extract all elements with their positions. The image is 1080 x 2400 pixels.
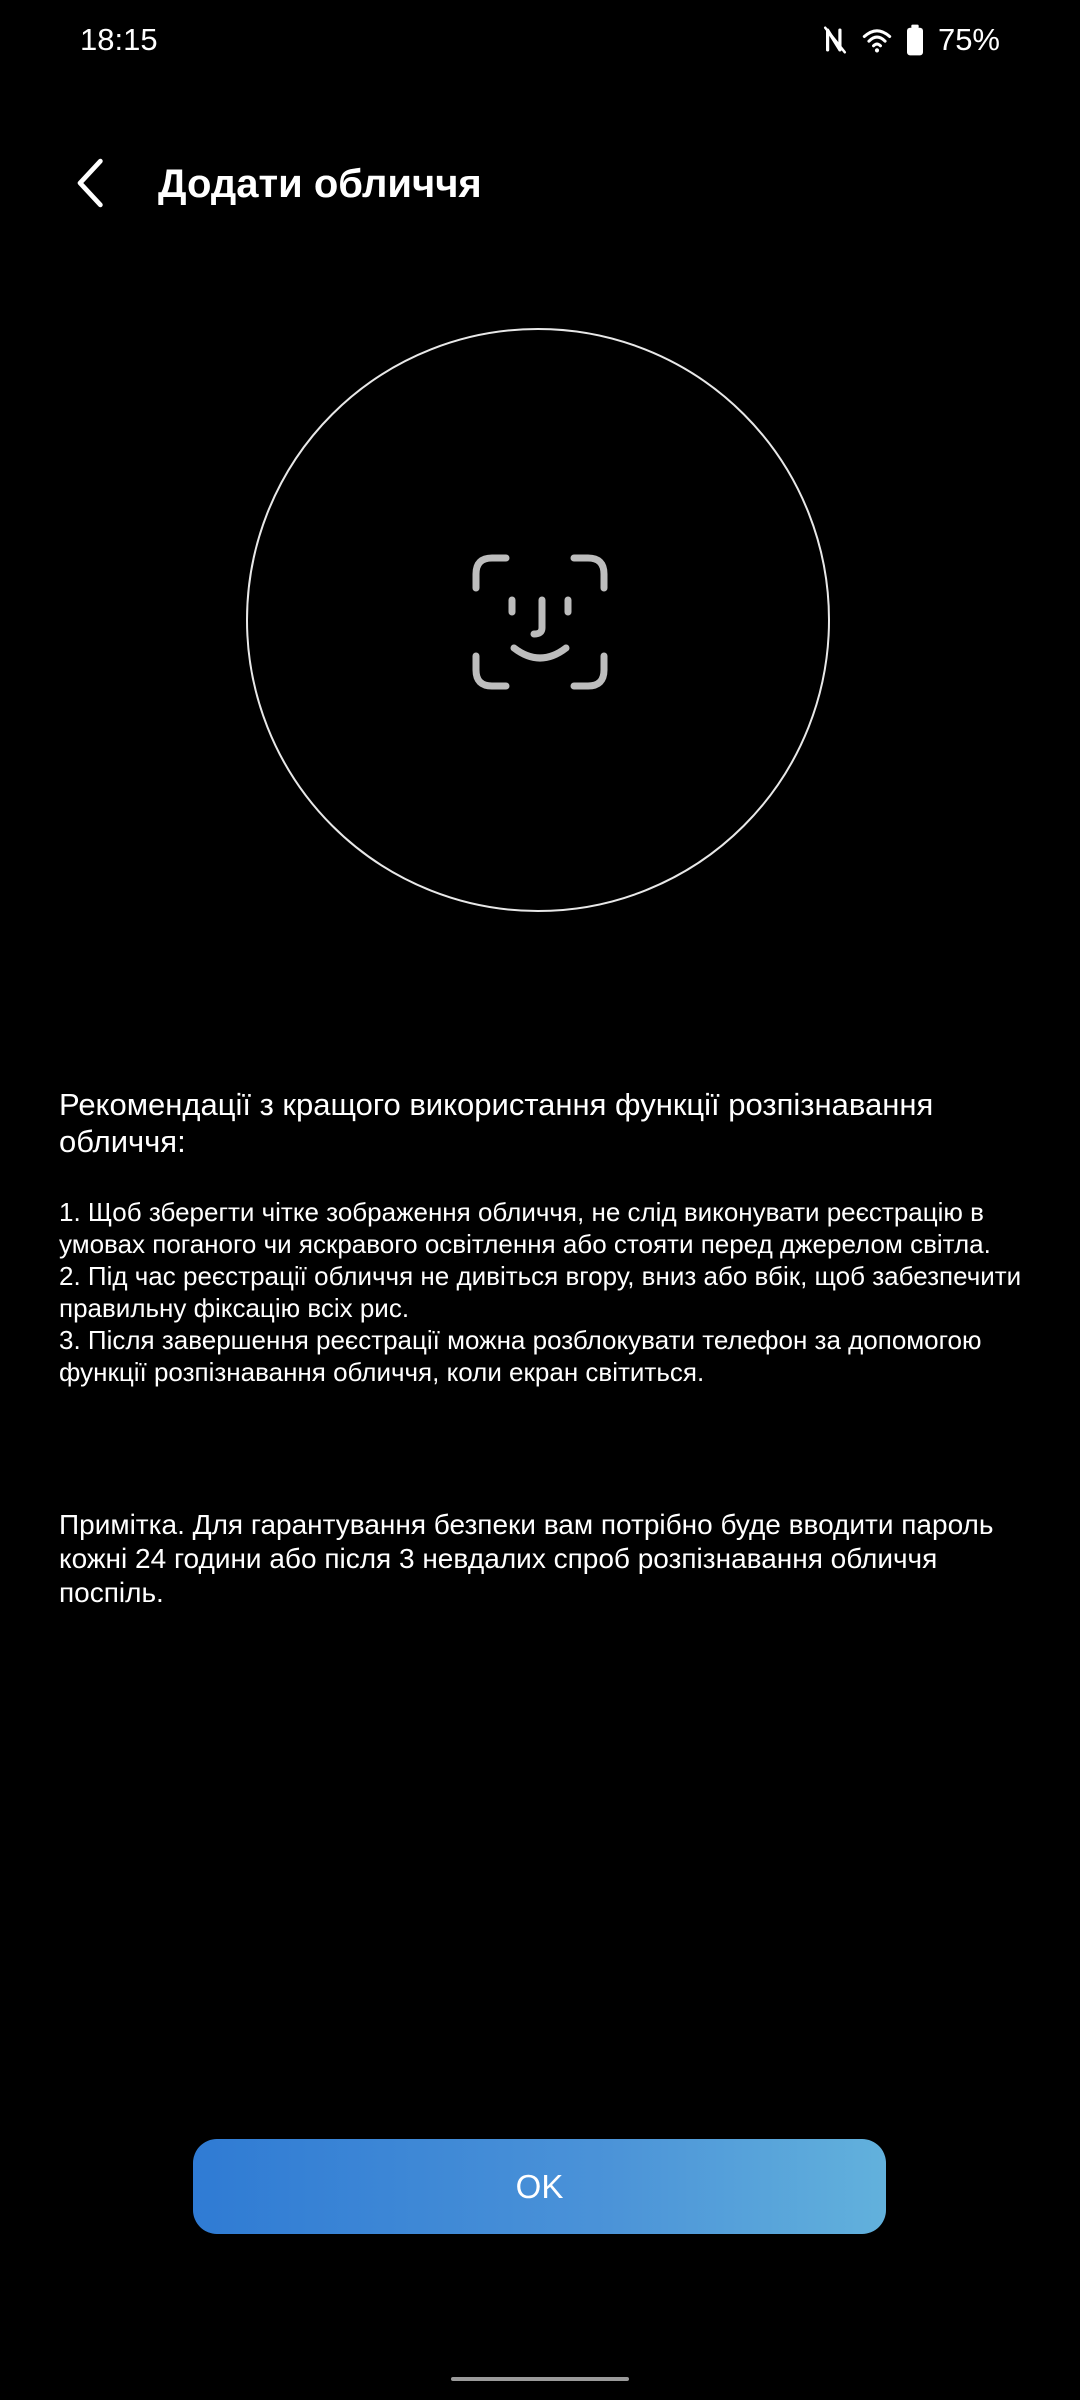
face-scan-icon: [470, 552, 610, 692]
nfc-icon: [820, 24, 850, 56]
ok-button[interactable]: [193, 2139, 886, 2234]
status-icons: [820, 18, 1000, 62]
ok-button-label: OK: [515, 2167, 564, 2205]
app-bar: [0, 140, 1080, 230]
back-button[interactable]: [56, 150, 126, 220]
security-note: Примітка. Для гарантування безпеки вам потрібно буде вводити пароль кожні 24 години або після 3 невдалих спроб розпізнавання обличчя поспіль.: [59, 1509, 994, 1608]
chevron-left-icon: [71, 158, 111, 213]
battery-icon: [904, 24, 926, 56]
home-indicator[interactable]: [451, 2377, 629, 2381]
status-time: 18:15: [80, 22, 158, 57]
tip-item: 1. Щоб зберегти чітке зображення обличчя, не слід виконувати реєстрацію в умовах поганого чи яскравого освітлення або стояти перед джерелом світла.: [59, 1197, 991, 1259]
page-title: Додати обличчя: [158, 162, 482, 206]
tip-item: 2. Під час реєстрації обличчя не дивіться вгору, вниз або вбік, щоб забезпечити правильну фіксацію всіх рис.: [59, 1261, 1022, 1323]
wifi-icon: [862, 24, 892, 56]
tip-item: 3. Після завершення реєстрації можна розблокувати телефон за допомогою функції розпізнавання обличчя, коли екран світиться.: [59, 1325, 982, 1387]
tips-list: [59, 1196, 1039, 1388]
status-bar: [0, 0, 1080, 80]
battery-percent: 75%: [937, 22, 1000, 57]
recommendations-heading: Рекомендації з кращого використання функції розпізнавання обличчя:: [59, 1087, 934, 1159]
